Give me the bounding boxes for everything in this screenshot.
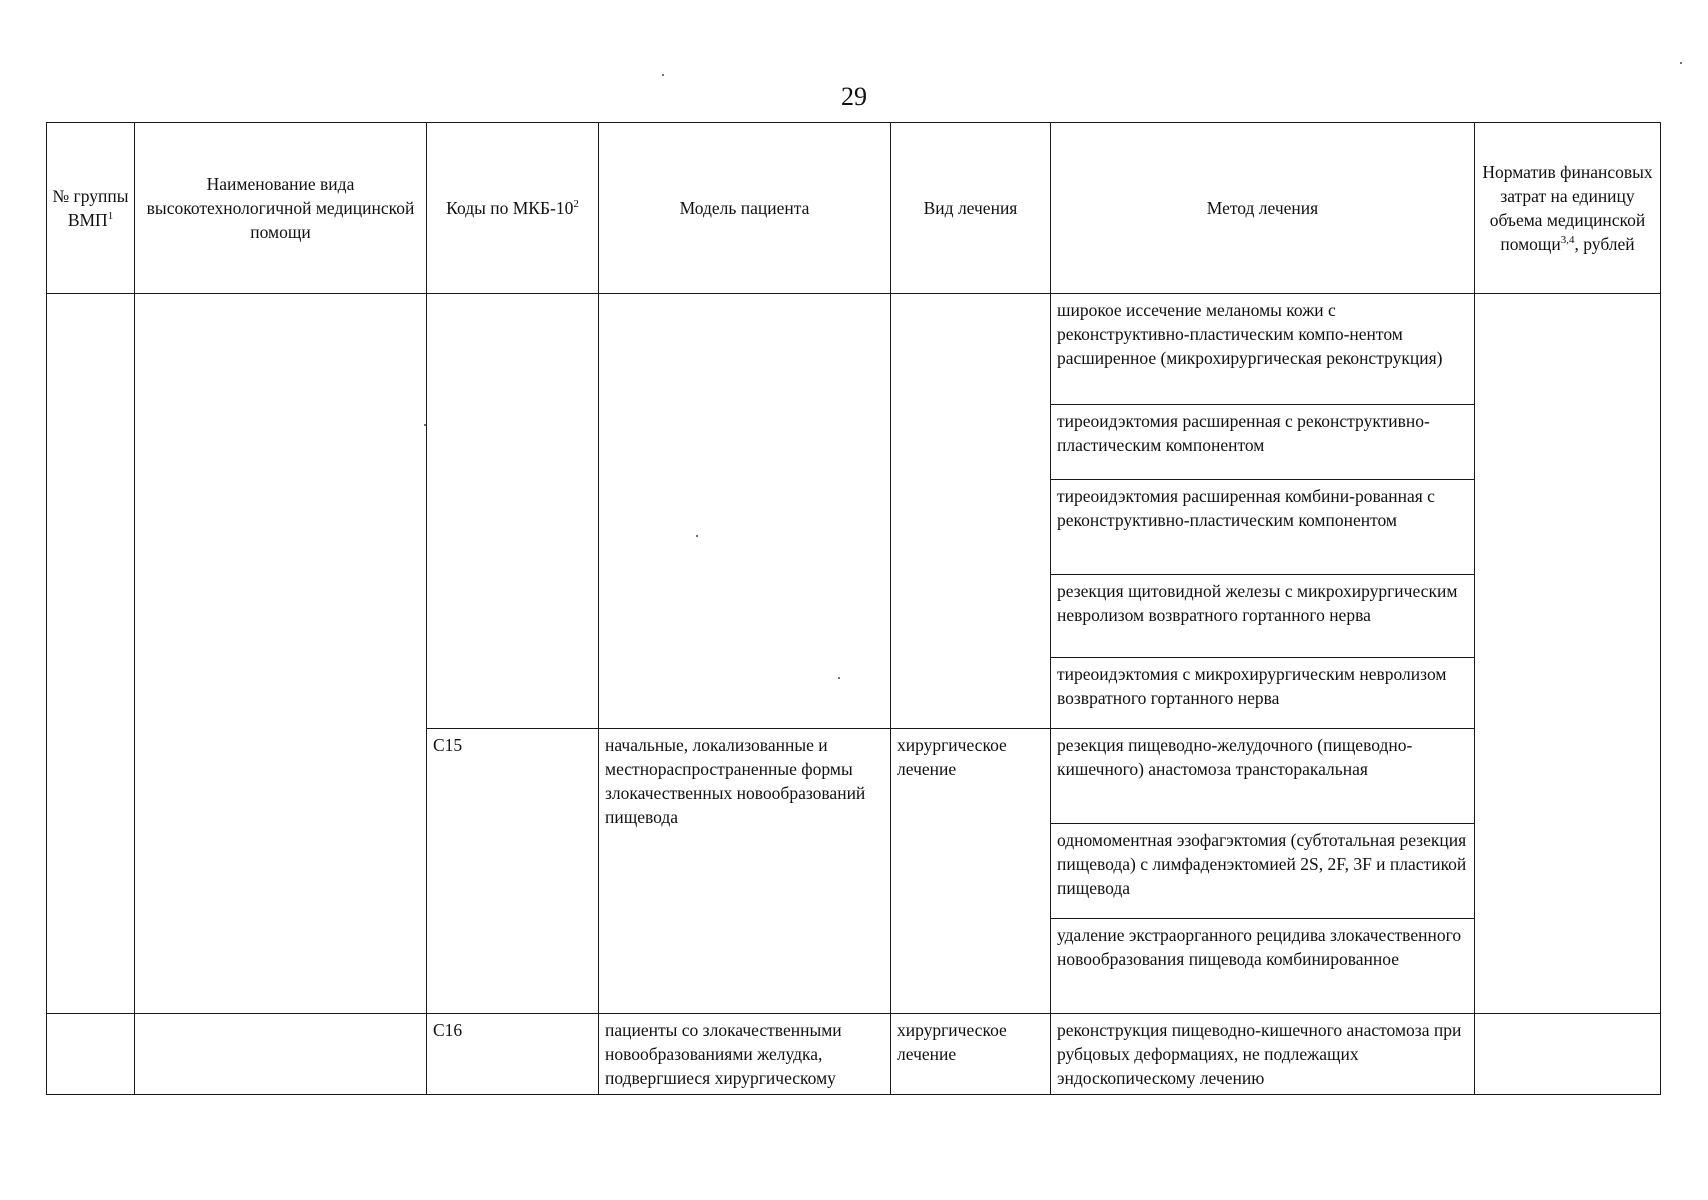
vmp-table <box>46 122 1661 1095</box>
cell-method: широкое иссечение меланомы кожи с реконструктивно-пластическим компо-нентом расширенное (микрохирургическая реконструкция) <box>1051 294 1475 405</box>
cell-group-no <box>47 1014 135 1095</box>
cell-method-c16: реконструкция пищеводно-кишечного анастомоза при рубцовых деформациях, не подлежащих эндоскопическому лечению <box>1051 1014 1475 1095</box>
header-name: Наименование вида высокотехнологичной медицинской помощи <box>135 123 427 294</box>
cell-treatment <box>891 294 1051 729</box>
header-norm: Норматив финансовых затрат на единицу объема медицинской помощи$^{3,4}$, рублей <box>1475 123 1661 294</box>
cell-model-c16: пациенты со злокачественными новообразованиями желудка, подвергшиеся хирургическому <box>599 1014 891 1095</box>
scan-speck <box>1680 62 1682 64</box>
cell-codes-c16: C16 <box>427 1014 599 1095</box>
cell-method: тиреоидэктомия с микрохирургическим невролизом возвратного гортанного нерва <box>1051 658 1475 729</box>
page-number: 29 <box>841 82 867 111</box>
cell-method: одномоментная эзофагэктомия (субтотальная резекция пищевода) с лимфаденэктомией 2S, 2F, 3F и пластикой пищевода <box>1051 824 1475 919</box>
cell-norm <box>1475 294 1661 1014</box>
header-method: Метод лечения <box>1051 123 1475 294</box>
header-model: Модель пациента <box>599 123 891 294</box>
cell-method: резекция щитовидной железы с микрохирургическим невролизом возвратного гортанного нерва <box>1051 575 1475 658</box>
cell-name <box>135 294 427 1014</box>
cell-codes <box>427 294 599 729</box>
cell-method: тиреоидэктомия расширенная комбини-рованная с реконструктивно-пластическим компонентом <box>1051 480 1475 575</box>
cell-treatment-c16: хирургическое лечение <box>891 1014 1051 1095</box>
cell-method: тиреоидэктомия расширенная с реконструктивно-пластическим компонентом <box>1051 405 1475 480</box>
cell-method: резекция пищеводно-желудочного (пищеводно-кишечного) анастомоза трансторакальная <box>1051 729 1475 824</box>
table-body <box>47 294 1661 1095</box>
cell-codes-c15: C15 <box>427 729 599 1014</box>
table-row <box>47 1014 1661 1095</box>
header-codes: Коды по МКБ-$10^2$ <box>427 123 599 294</box>
header-treatment-type: Вид лечения <box>891 123 1051 294</box>
cell-model <box>599 294 891 729</box>
header-group-no: № группы ВМП$^1$ <box>47 123 135 294</box>
cell-norm <box>1475 1014 1661 1095</box>
cell-model-c15: начальные, локализованные и местнораспространенные формы злокачественных новообразований пищевода <box>599 729 891 1014</box>
table-header <box>47 123 1661 294</box>
table-row <box>47 294 1661 405</box>
cell-name <box>135 1014 427 1095</box>
cell-method: удаление экстраорганного рецидива злокачественного новообразования пищевода комбинированное <box>1051 919 1475 1014</box>
cell-treatment-c15: хирургическое лечение <box>891 729 1051 1014</box>
cell-group-no <box>47 294 135 1014</box>
scan-speck <box>662 74 664 76</box>
